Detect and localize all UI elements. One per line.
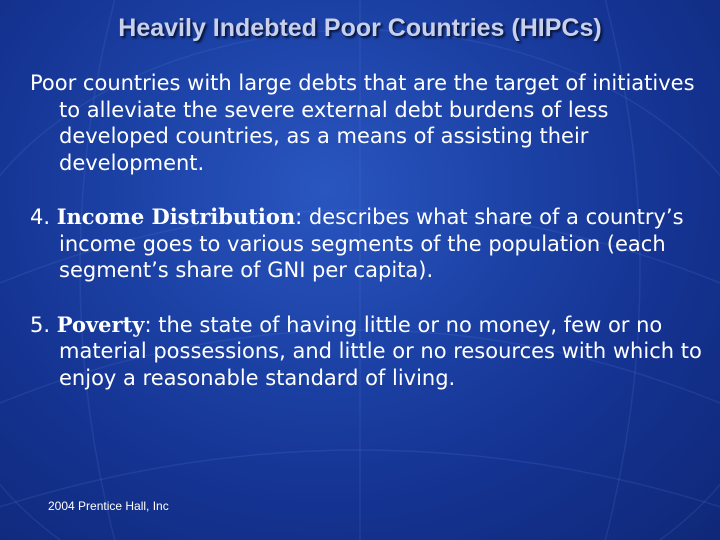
paragraph-number: 5. — [30, 312, 57, 337]
slide-title: Heavily Indebted Poor Countries (HIPCs) — [118, 14, 602, 42]
paragraph-text: : describes what share of a country’s income goes to various segments of the population (each segment’s share of GNI per capita). — [59, 205, 684, 282]
paragraph-hipc-definition — [30, 70, 710, 176]
copyright-footer: 2004 Prentice Hall, Inc — [48, 499, 169, 513]
term-poverty: Poverty — [56, 311, 145, 337]
slide-body — [30, 70, 710, 419]
term-income-distribution: Income Distribution — [56, 204, 296, 229]
paragraph-income-distribution — [30, 204, 710, 284]
paragraph-text: Poor countries with large debts that are the target of initiatives to alleviate the severe external debt burdens of less developed countries, as a means of assisting their development. — [30, 71, 695, 175]
paragraph-number: 4. — [30, 205, 57, 229]
paragraph-text: : the state of having little or no money, few or no material possessions, and little or no resources with which to enjoy a reasonable standard of living. — [59, 312, 702, 390]
paragraph-poverty — [30, 312, 710, 392]
